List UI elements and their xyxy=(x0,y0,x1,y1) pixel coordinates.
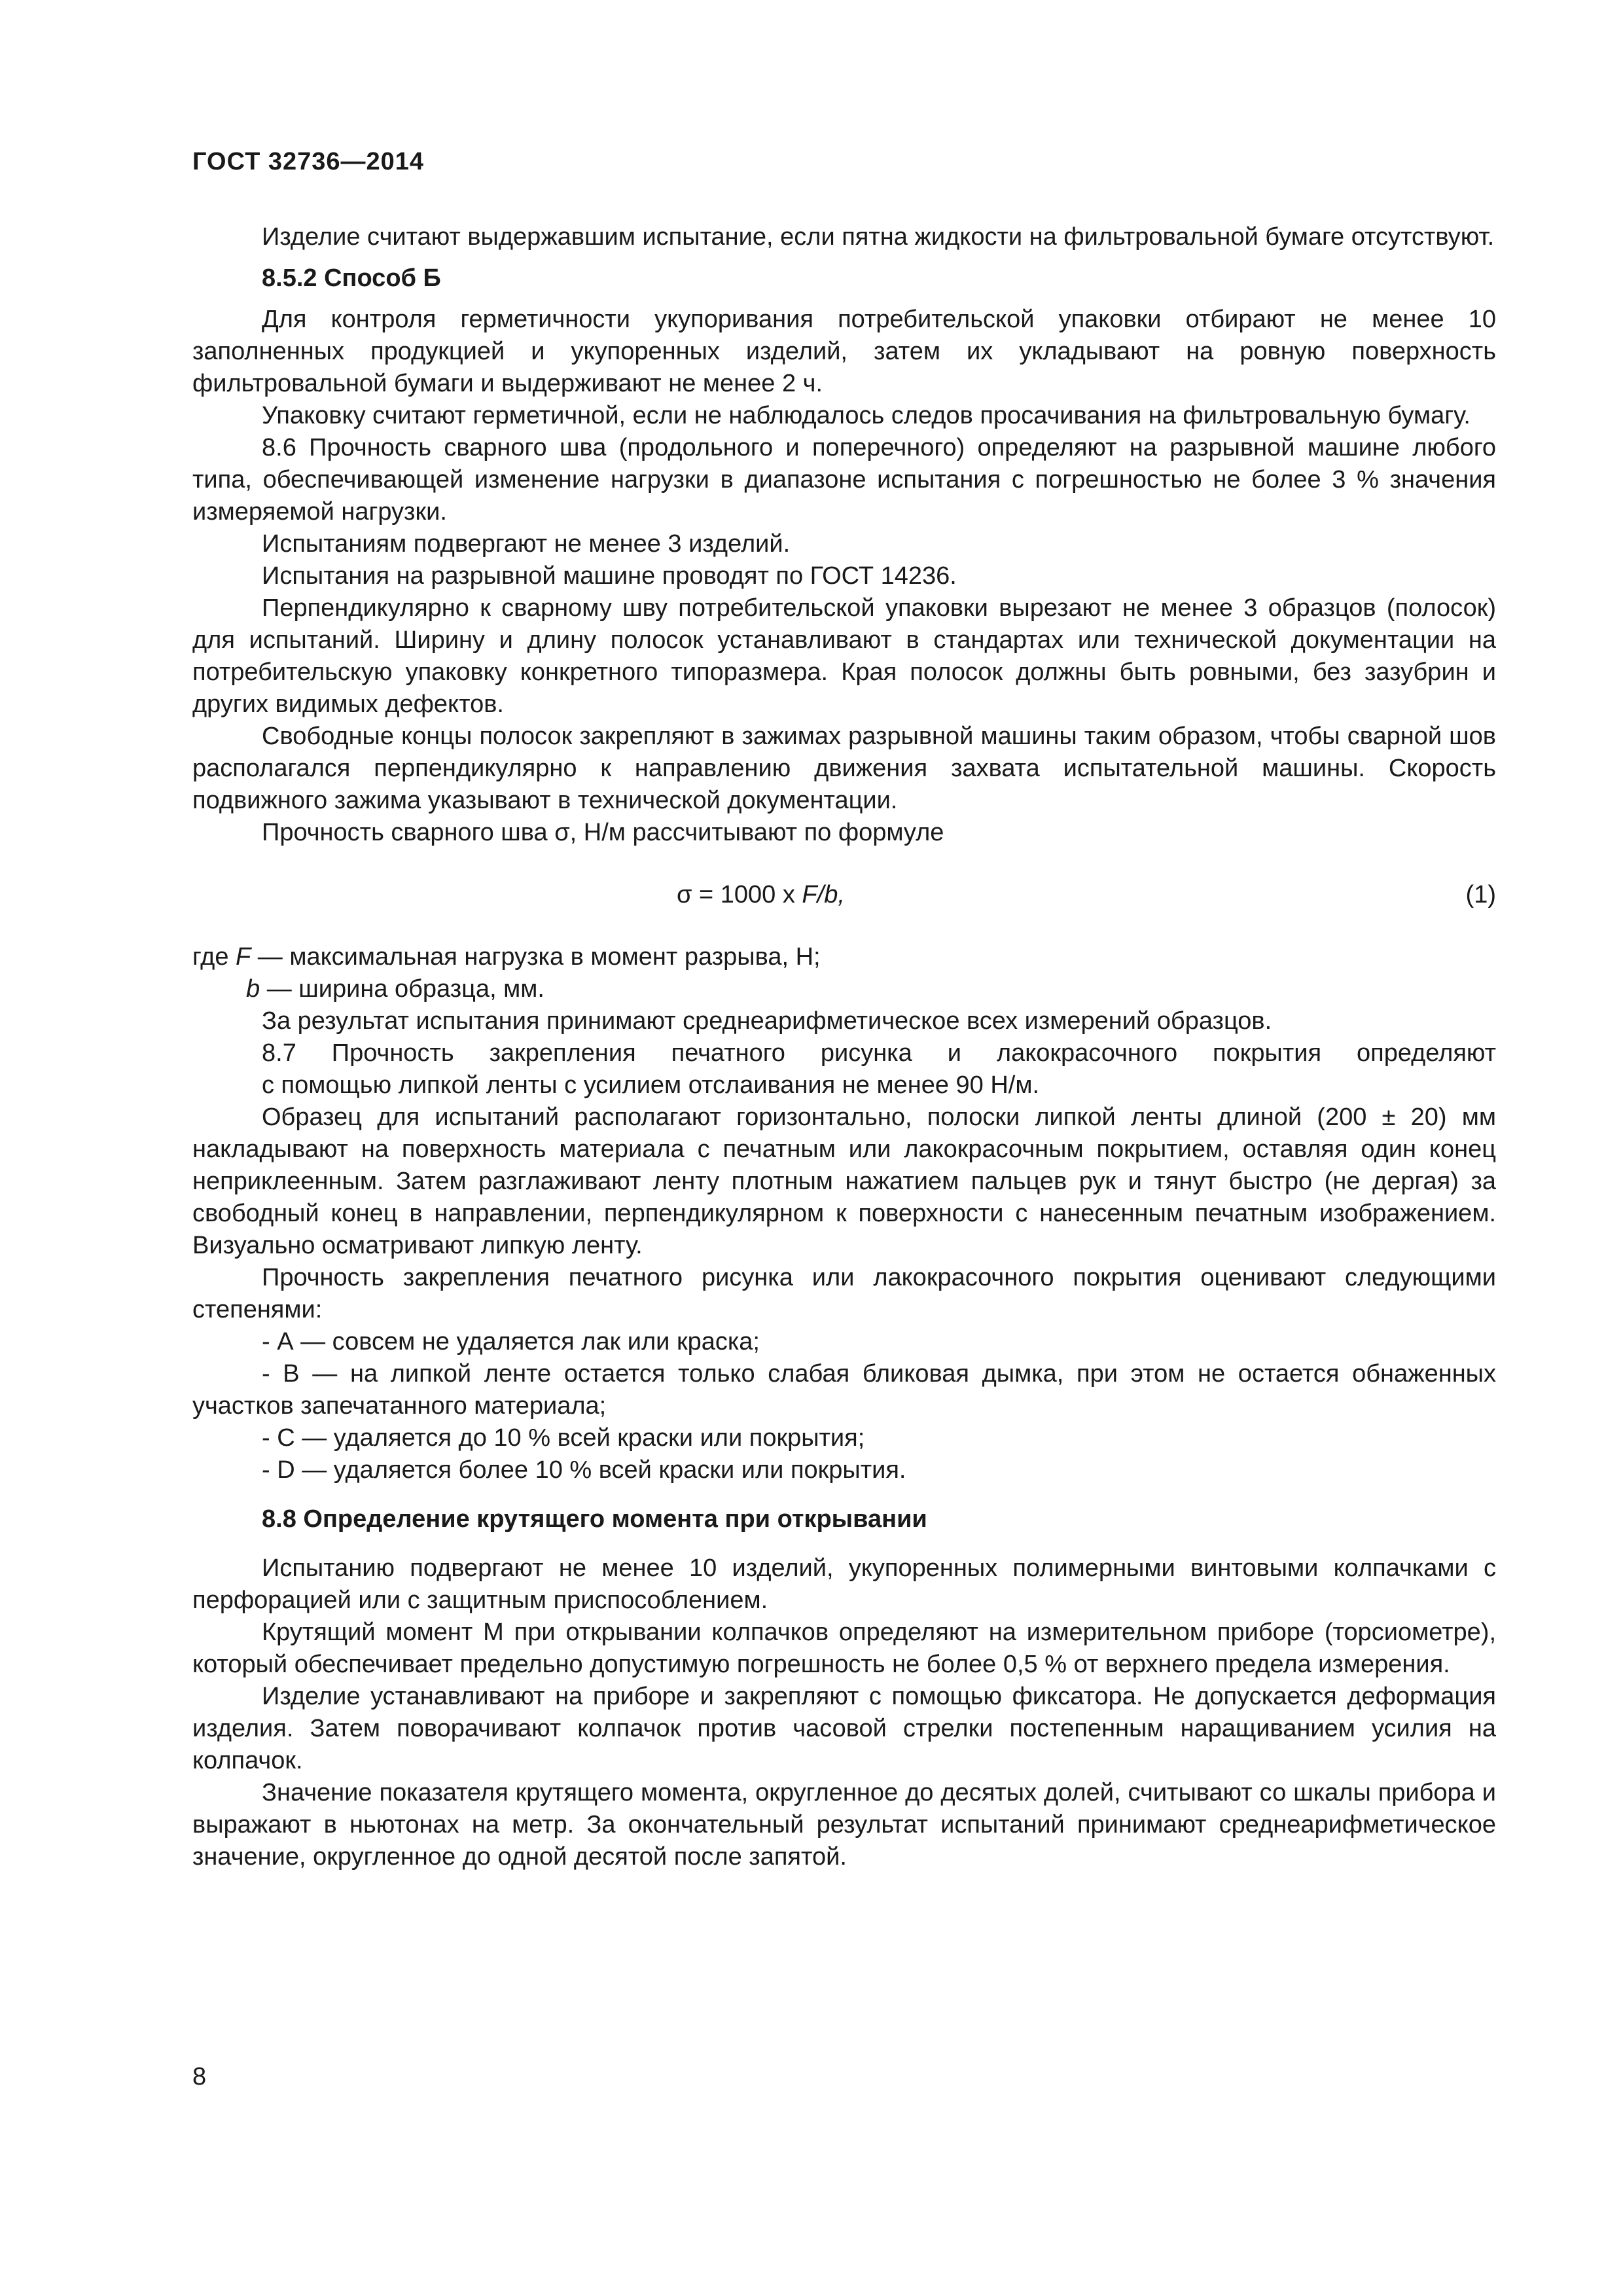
list-item: - С — удаляется до 10 % всей краски или покрытия; xyxy=(262,1424,865,1452)
page-number: 8 xyxy=(192,2063,207,2090)
paragraph: Испытанию подвергают не менее 10 изделий, укупоренных полимерными винтовыми колпачками с перфорацией или с защитным приспособлением. xyxy=(192,1554,1496,1614)
paragraph-8-7: 8.7 Прочность закрепления печатного рисунка и лакокрасочного покрытия определяют xyxy=(262,1039,1496,1067)
paragraph: Упаковку считают герметичной, если не наблюдалось следов просачивания на фильтровальную бумагу. xyxy=(262,402,1471,429)
where-f xyxy=(192,941,1496,973)
list-item: - В — на липкой ленте остается только слабая бликовая дымка, при этом не остается обнаженных участков запечатанного материала; xyxy=(192,1360,1496,1420)
paragraph: Для контроля герметичности укупоривания потребительской упаковки отбирают не менее 10 заполненных продукцией и укупоренных изделий, затем их укладывают на ровную поверхность фильтровальной бумаги и выдерживают не менее 2 ч. xyxy=(192,306,1496,397)
paragraph: Образец для испытаний располагают горизонтально, полоски липкой ленты длиной (200 ± 20) мм накладывают на поверхность материала с печатным или лакокрасочным покрытием, оставляя один конец неприклеенным. Затем разглаживают ленту плотным нажатием пальцев рук и тянут быстро (не дергая) за свободный конец в направлении, перпендикулярном к поверхности с нанесенным печатным изображением. Визуально осматривают липкую ленту. xyxy=(192,1103,1496,1259)
formula-expression xyxy=(677,879,845,911)
where-b xyxy=(192,973,1496,1005)
section-heading-8-5-2: 8.5.2 Способ Б xyxy=(262,264,441,292)
symbol-f-description: — максимальная нагрузка в момент разрыва, Н; xyxy=(251,943,821,971)
paragraph: Прочность сварного шва σ, Н/м рассчитывают по формуле xyxy=(262,819,944,846)
standard-header: ГОСТ 32736—2014 xyxy=(192,148,425,175)
paragraph: За результат испытания принимают среднеарифметическое всех измерений образцов. xyxy=(262,1007,1272,1035)
paragraph: Перпендикулярно к сварному шву потребительской упаковки вырезают не менее 3 образцов (полосок) для испытаний. Ширину и длину полосок устанавливают в стандартах или технической документации на потребительскую упаковку конкретного типоразмера. Края полосок должны быть ровными, без зазубрин и других видимых дефектов. xyxy=(192,594,1496,718)
section-heading-8-8: 8.8 Определение крутящего момента при открывании xyxy=(262,1505,927,1533)
list-item: - А — совсем не удаляется лак или краска; xyxy=(262,1328,760,1355)
symbol-b: b xyxy=(246,975,260,1003)
paragraph: Изделие устанавливают на приборе и закрепляют с помощью фиксатора. Не допускается деформация изделия. Затем поворачивают колпачок против часовой стрелки постепенным наращиванием усилия на колпачок. xyxy=(192,1683,1496,1774)
page-content xyxy=(192,221,1496,1873)
formula-lhs: σ = 1000 x xyxy=(677,881,802,908)
paragraph: Свободные концы полосок закрепляют в зажимах разрывной машины таким образом, чтобы сварной шов располагался перпендикулярно к направлению движения захвата испытательной машины. Скорость подвижного зажима указывают в технической документации. xyxy=(192,723,1496,814)
paragraph-8-7-cont: с помощью липкой ленты с усилием отслаивания не менее 90 Н/м. xyxy=(262,1071,1040,1099)
paragraph: Крутящий момент М при открывании колпачков определяют на измерительном приборе (торсиометре), который обеспечивает предельно допустимую погрешность не более 0,5 % от верхнего предела измерения. xyxy=(192,1619,1496,1678)
paragraph: Испытания на разрывной машине проводят по ГОСТ 14236. xyxy=(262,562,957,590)
paragraph: Изделие считают выдержавшим испытание, если пятна жидкости на фильтровальной бумаге отсутствуют. xyxy=(262,223,1495,251)
symbol-f: F xyxy=(236,943,251,971)
formula-variable: F/b, xyxy=(802,881,845,908)
paragraph: Прочность закрепления печатного рисунка или лакокрасочного покрытия оценивают следующими степенями: xyxy=(192,1264,1496,1323)
where-prefix: где xyxy=(192,943,236,971)
list-item: - D — удаляется более 10 % всей краски или покрытия. xyxy=(262,1456,906,1484)
paragraph: Испытаниям подвергают не менее 3 изделий. xyxy=(262,530,791,558)
paragraph: 8.6 Прочность сварного шва (продольного и поперечного) определяют на разрывной машине любого типа, обеспечивающей изменение нагрузки в диапазоне испытания с погрешностью не более 3 % значения измеряемой нагрузки. xyxy=(192,434,1496,526)
formula-number: (1) xyxy=(1465,881,1496,908)
paragraph: Значение показателя крутящего момента, округленное до десятых долей, считывают со шкалы прибора и выражают в ньютонах на метр. За окончательный результат испытаний принимают среднеарифметическое значение, округленное до одной десятой после запятой. xyxy=(192,1779,1496,1871)
symbol-b-description: — ширина образца, мм. xyxy=(260,975,544,1003)
formula-1 xyxy=(192,879,1496,911)
